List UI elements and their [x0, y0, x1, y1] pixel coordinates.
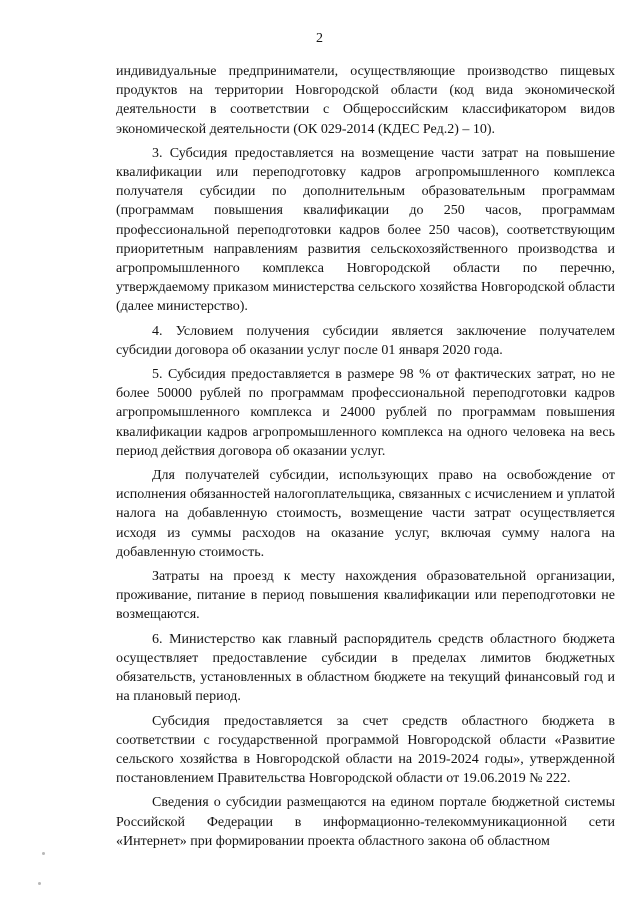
paragraph-publication: Сведения о субсидии размещаются на едином портале бюджетной системы Российской Федерации в информационно-телекоммуникационной сети «Интернет» при формировании проекта областного закона об областном: [116, 795, 615, 849]
paragraph-vat-exemption: Для получателей субсидии, использующих право на освобождение от исполнения обязанностей налогоплательщика, связанных с исчислением и уплатой налога на добавленную стоимость, возмещение части затрат осуществляется исходя из суммы расходов на оказание услуг, включая сумму налога на добавленную стоимость.: [116, 468, 615, 560]
scan-speck: [38, 882, 41, 885]
document-body: [116, 62, 615, 856]
paragraph-continuation: индивидуальные предприниматели, осуществляющие производство пищевых продуктов на территории Новгородской области (код вида экономической деятельности в соответствии с Общероссийским классификатором видов экономической деятельности (ОК 029-2014 (КДЕС Ред.2) – 10).: [116, 64, 615, 137]
paragraph-item-6: 6. Министерство как главный распорядитель средств областного бюджета осуществляет предоставление субсидии в пределах лимитов бюджетных обязательств, установленных в областном бюджете на текущий финансовый год и на плановый период.: [116, 631, 615, 705]
paragraph-item-4: 4. Условием получения субсидии является заключение получателем субсидии договора об оказании услуг после 01 января 2020 года.: [116, 323, 615, 358]
paragraph-item-5: 5. Субсидия предоставляется в размере 98 % от фактических затрат, но не более 50000 рублей по программам профессиональной переподготовки кадров агропромышленного комплекса и 24000 рублей по программам повышения квалификации кадров агропромышленного комплекса на одного человека на весь период действия договора об оказании услуг.: [116, 367, 615, 459]
paragraph-item-3: 3. Субсидия предоставляется на возмещение части затрат на повышение квалификации или переподготовку кадров агропромышленного комплекса получателя субсидии по дополнительным образовательным программам (программам повышения квалификации до 250 часов, программам профессиональной переподготовки кадров более 250 часов), соответствующим приоритетным направлениям развития сельскохозяйственного производства и агропромышленного комплекса Новгородской области по перечню, утверждаемому приказом министерства сельского хозяйства Новгородской области (далее министерство).: [116, 145, 615, 315]
scan-speck: [42, 852, 45, 855]
paragraph-funding-source: Субсидия предоставляется за счет средств областного бюджета в соответствии с государственной программой Новгородской области «Развитие сельского хозяйства в Новгородской области на 2019-2024 годы», утвержденной постановлением Правительства Новгородской области от 19.06.2019 № 222.: [116, 713, 615, 787]
page-number: 2: [316, 31, 323, 46]
paragraph-travel-costs: Затраты на проезд к месту нахождения образовательной организации, проживание, питание в период повышения квалификации или переподготовки не возмещаются.: [116, 569, 615, 623]
